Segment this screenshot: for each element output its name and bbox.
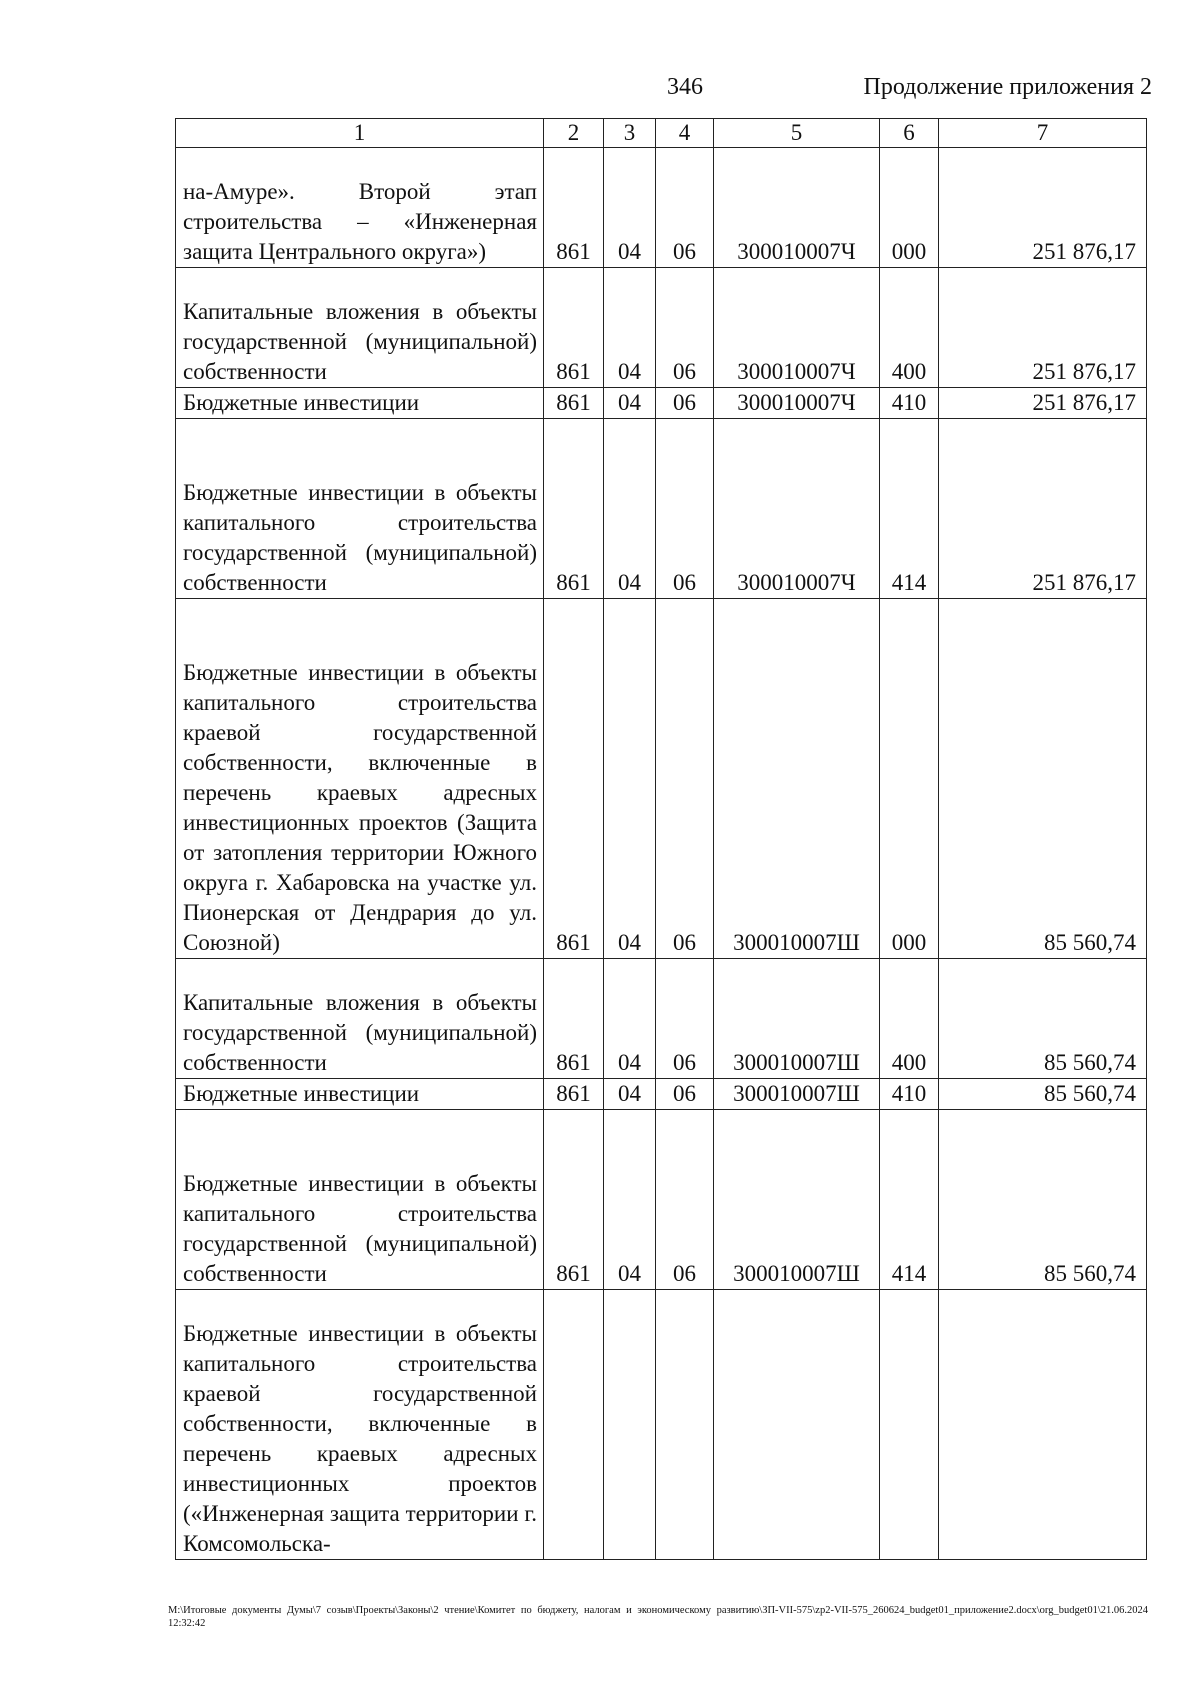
expense-type-code: 414 <box>880 419 939 599</box>
subsection-code: 06 <box>656 388 714 419</box>
target-article-code: 300010007Ч <box>714 419 880 599</box>
section-code: 04 <box>604 148 656 268</box>
ved-code: 861 <box>544 419 604 599</box>
amount: 251 876,17 <box>939 388 1147 419</box>
target-article-code: 300010007Ш <box>714 1079 880 1110</box>
table-row <box>176 1290 1147 1560</box>
amount: 251 876,17 <box>939 148 1147 268</box>
section-code <box>604 1290 656 1560</box>
column-number: 7 <box>939 119 1147 148</box>
section-code: 04 <box>604 959 656 1079</box>
line-item-name: Капитальные вложения в объекты государственной (муниципальной) собственности <box>176 959 544 1079</box>
expense-type-code: 410 <box>880 1079 939 1110</box>
amount: 85 560,74 <box>939 959 1147 1079</box>
continuation-label: Продолжение приложения 2 <box>863 74 1152 100</box>
table-row <box>176 419 1147 599</box>
target-article-code: 300010007Ч <box>714 268 880 388</box>
column-number: 4 <box>656 119 714 148</box>
page-number: 346 <box>667 74 703 100</box>
subsection-code: 06 <box>656 419 714 599</box>
table-row <box>176 388 1147 419</box>
column-number: 5 <box>714 119 880 148</box>
amount: 85 560,74 <box>939 1079 1147 1110</box>
table-row <box>176 959 1147 1079</box>
section-code: 04 <box>604 419 656 599</box>
expense-type-code: 000 <box>880 599 939 959</box>
ved-code: 861 <box>544 388 604 419</box>
budget-table <box>175 118 1147 1560</box>
section-code: 04 <box>604 599 656 959</box>
line-item-name: Бюджетные инвестиции в объекты капитального строительства краевой государственной собственности, включенные в перечень краевых адресных инвестиционных проектов (Защита от затопления территории Южного округа г. Хабаровска на участке ул. Пионерская от Дендрария до ул. Союзной) <box>176 599 544 959</box>
file-path-footer: M:\Итоговые документы Думы\7 созыв\Проекты\Законы\2 чтение\Комитет по бюджету, налогам и экономическому развитию\ЗП-VII-575\zp2-VII-575_260624_budget01_приложение2.docx\org_budget01\21.06.2024 12:32:42 <box>168 1605 1148 1629</box>
table-row <box>176 148 1147 268</box>
subsection-code: 06 <box>656 148 714 268</box>
amount <box>939 1290 1147 1560</box>
table-row <box>176 1110 1147 1290</box>
table-row <box>176 268 1147 388</box>
subsection-code: 06 <box>656 268 714 388</box>
expense-type-code: 400 <box>880 268 939 388</box>
column-number: 2 <box>544 119 604 148</box>
table-row <box>176 599 1147 959</box>
column-number-row <box>176 119 1147 148</box>
amount: 251 876,17 <box>939 268 1147 388</box>
ved-code: 861 <box>544 1110 604 1290</box>
amount: 85 560,74 <box>939 599 1147 959</box>
target-article-code: 300010007Ш <box>714 1110 880 1290</box>
expense-type-code: 410 <box>880 388 939 419</box>
line-item-name: Бюджетные инвестиции в объекты капитального строительства государственной (муниципальной) собственности <box>176 1110 544 1290</box>
target-article-code: 300010007Ч <box>714 148 880 268</box>
amount: 85 560,74 <box>939 1110 1147 1290</box>
target-article-code: 300010007Ш <box>714 599 880 959</box>
line-item-name: Бюджетные инвестиции в объекты капитального строительства государственной (муниципальной) собственности <box>176 419 544 599</box>
section-code: 04 <box>604 268 656 388</box>
line-item-name: Бюджетные инвестиции <box>176 1079 544 1110</box>
subsection-code <box>656 1290 714 1560</box>
target-article-code: 300010007Ч <box>714 388 880 419</box>
subsection-code: 06 <box>656 959 714 1079</box>
section-code: 04 <box>604 388 656 419</box>
line-item-name: Бюджетные инвестиции в объекты капитального строительства краевой государственной собственности, включенные в перечень краевых адресных инвестиционных проектов («Инженерная защита территории г. Комсомольска- <box>176 1290 544 1560</box>
line-item-name: на-Амуре». Второй этап строительства – «Инженерная защита Центрального округа») <box>176 148 544 268</box>
expense-type-code <box>880 1290 939 1560</box>
expense-type-code: 414 <box>880 1110 939 1290</box>
target-article-code: 300010007Ш <box>714 959 880 1079</box>
ved-code: 861 <box>544 1079 604 1110</box>
table-row <box>176 1079 1147 1110</box>
subsection-code: 06 <box>656 1110 714 1290</box>
expense-type-code: 000 <box>880 148 939 268</box>
line-item-name: Бюджетные инвестиции <box>176 388 544 419</box>
line-item-name: Капитальные вложения в объекты государственной (муниципальной) собственности <box>176 268 544 388</box>
subsection-code: 06 <box>656 599 714 959</box>
ved-code: 861 <box>544 268 604 388</box>
column-number: 3 <box>604 119 656 148</box>
amount: 251 876,17 <box>939 419 1147 599</box>
ved-code: 861 <box>544 148 604 268</box>
ved-code: 861 <box>544 599 604 959</box>
expense-type-code: 400 <box>880 959 939 1079</box>
section-code: 04 <box>604 1110 656 1290</box>
ved-code: 861 <box>544 959 604 1079</box>
ved-code <box>544 1290 604 1560</box>
subsection-code: 06 <box>656 1079 714 1110</box>
column-number: 6 <box>880 119 939 148</box>
section-code: 04 <box>604 1079 656 1110</box>
target-article-code <box>714 1290 880 1560</box>
column-number: 1 <box>176 119 544 148</box>
